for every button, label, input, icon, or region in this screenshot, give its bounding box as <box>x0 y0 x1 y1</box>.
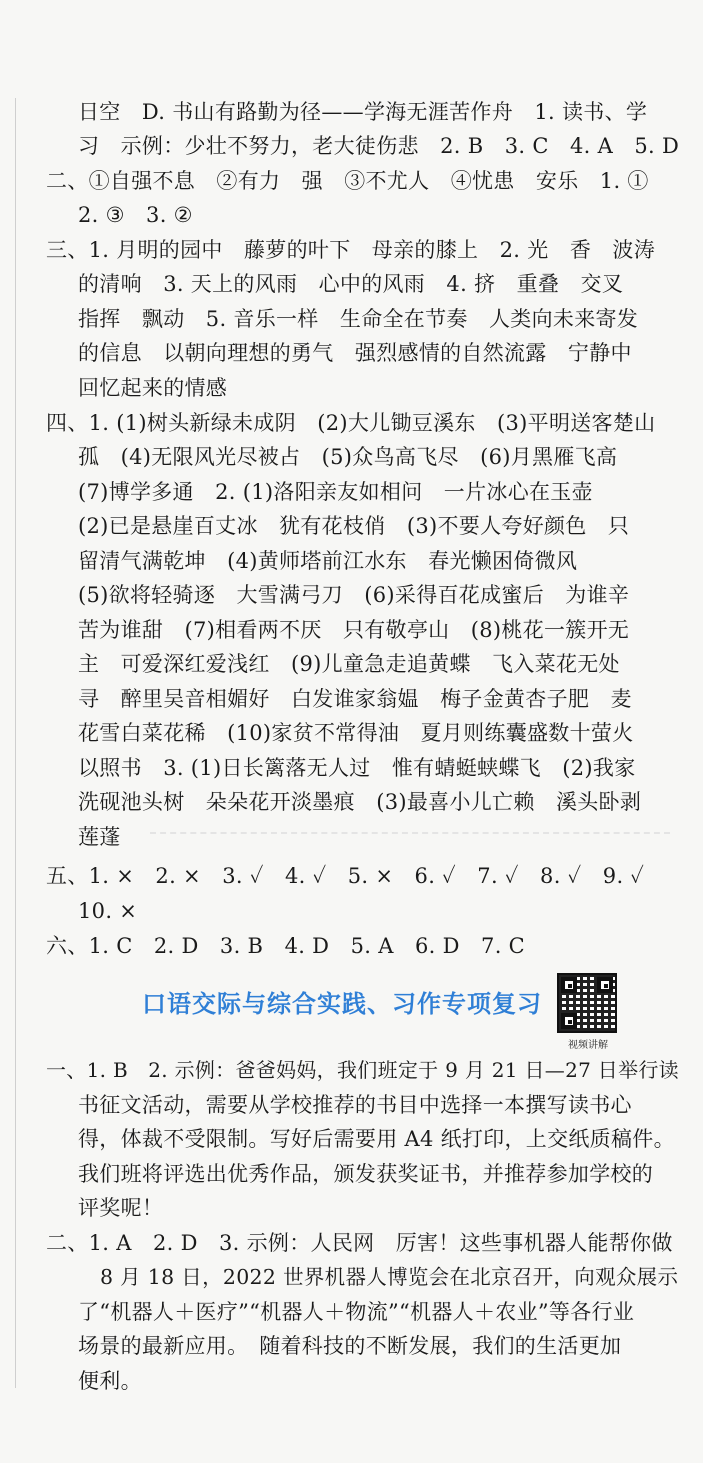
text-line: 的信息 以朝向理想的勇气 强烈感情的自然流露 宁静中 <box>78 341 632 365</box>
text-line: 8 月 18 日，2022 世界机器人博览会在北京召开，向观众展示 <box>100 1265 679 1289</box>
text-line: 三、1. 月明的园中 藤萝的叶下 母亲的膝上 2. 光 香 波涛 <box>46 238 656 262</box>
text-line: 二、①自强不息 ②有力 强 ③不尤人 ④忧患 安乐 1. ① <box>46 169 649 193</box>
text-line: 得，体裁不受限制。写好后需要用 A4 纸打印，上交纸质稿件。 <box>78 1127 675 1151</box>
text-line: 主 可爱深红爱浅红 (9)儿童急走追黄蝶 飞入菜花无处 <box>78 652 620 676</box>
text-line: 五、1. × 2. × 3. ✓ 4. ✓ 5. × 6. ✓ 7. ✓ 8. ✓ 9. ✓ <box>46 864 645 888</box>
text-line: (5)欲将轻骑逐 大雪满弓刀 (6)采得百花成蜜后 为谁辛 <box>78 583 630 607</box>
text-line: (7)博学多通 2. (1)洛阳亲友如相问 一片冰心在玉壶 <box>78 480 593 504</box>
text-line: 苦为谁甜 (7)相看两不厌 只有敬亭山 (8)桃花一簇开无 <box>78 618 630 642</box>
text-line: 以照书 3. (1)日长篱落无人过 惟有蜻蜓蛱蝶飞 (2)我家 <box>78 756 636 780</box>
text-line: 洗砚池头树 朵朵花开淡墨痕 (3)最喜小儿亡赖 溪头卧剥 <box>78 790 642 814</box>
text-line: 留清气满乾坤 (4)黄师塔前江水东 春光懒困倚微风 <box>78 549 578 573</box>
text-line: 我们班将评选出优秀作品，颁发获奖证书，并推荐参加学校的 <box>78 1162 654 1186</box>
text-line: 莲蓬 <box>78 825 121 849</box>
faint-divider <box>150 832 670 834</box>
qr-caption: 视频讲解 <box>568 1040 608 1051</box>
text-line: 2. ③ 3. ② <box>78 203 193 227</box>
text-line: 日空 D. 书山有路勤为径——学海无涯苦作舟 1. 读书、学 <box>78 100 648 124</box>
text-line: 六、1. C 2. D 3. B 4. D 5. A 6. D 7. C <box>46 934 526 958</box>
section-title: 口语交际与综合实践、习作专项复习 <box>142 990 542 1018</box>
text-line: 的清响 3. 天上的风雨 心中的风雨 4. 挤 重叠 交叉 <box>78 272 624 296</box>
text-line: 寻 醉里吴音相媚好 白发谁家翁媪 梅子金黄杏子肥 麦 <box>78 687 632 711</box>
qr-code-icon[interactable] <box>557 973 617 1033</box>
text-line: 习 示例：少壮不努力，老大徒伤悲 2. B 3. C 4. A 5. D <box>78 134 680 158</box>
text-line: 了“机器人＋医疗”“机器人＋物流”“机器人＋农业”等各行业 <box>78 1300 635 1324</box>
text-line: 一、1. B 2. 示例：爸爸妈妈，我们班定于 9 月 21 日—27 日举行读 <box>46 1058 679 1082</box>
margin-rule <box>15 98 16 1388</box>
text-line: 花雪白菜花稀 (10)家贫不常得油 夏月则练囊盛数十萤火 <box>78 721 634 745</box>
text-line: 回忆起来的情感 <box>78 376 228 400</box>
text-line: 便利。 <box>78 1369 142 1393</box>
text-line: 二、1. A 2. D 3. 示例：人民网 厉害！这些事机器人能帮你做 <box>46 1231 673 1255</box>
text-line: 评奖呢！ <box>78 1196 164 1220</box>
text-line: 书征文活动，需要从学校推荐的书目中选择一本撰写读书心 <box>78 1093 632 1117</box>
text-line: 场景的最新应用。 随着科技的不断发展，我们的生活更加 <box>78 1334 622 1358</box>
text-line: (2)已是悬崖百丈冰 犹有花枝俏 (3)不要人夸好颜色 只 <box>78 514 630 538</box>
text-line: 四、1. (1)树头新绿未成阴 (2)大儿锄豆溪东 (3)平明送客楚山 <box>46 411 656 435</box>
text-line: 指挥 飘动 5. 音乐一样 生命全在节奏 人类向未来寄发 <box>78 307 639 331</box>
text-line: 孤 (4)无限风光尽被占 (5)众鸟高飞尽 (6)月黑雁飞高 <box>78 445 618 469</box>
text-line: 10. × <box>78 899 138 923</box>
